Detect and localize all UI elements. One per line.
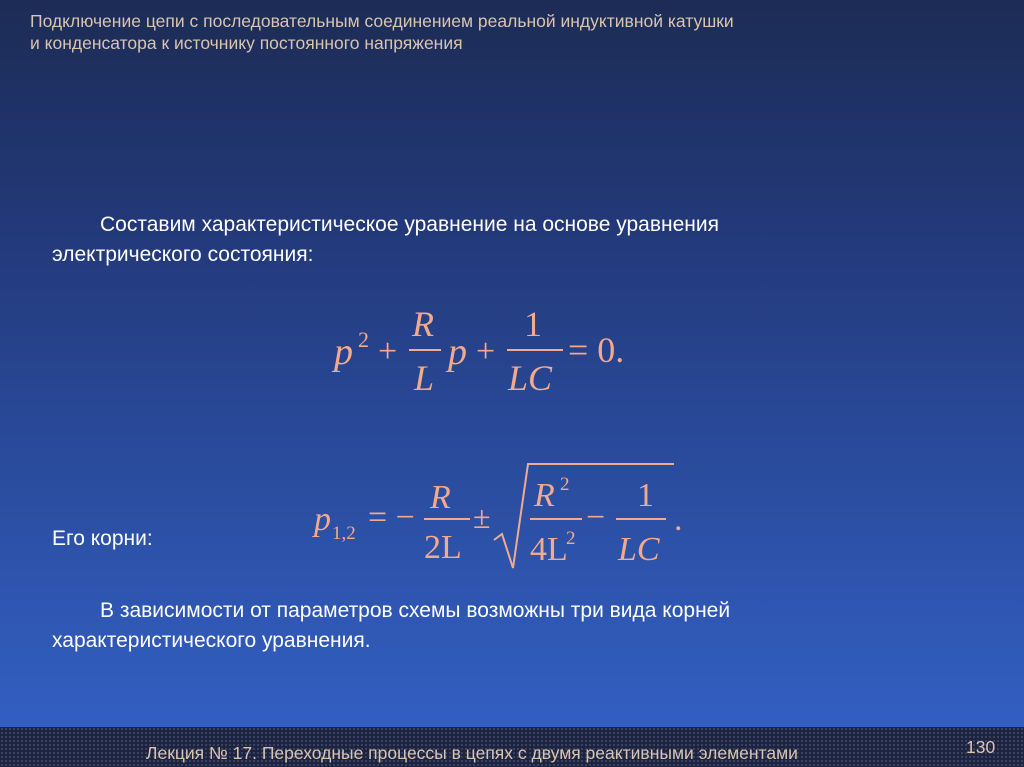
page-number: 130 (966, 737, 996, 757)
conclusion-paragraph-line-1: В зависимости от параметров схемы возможны три вида корней (100, 599, 731, 622)
eq2-rad-numerator-exponent: 2 (560, 474, 570, 495)
eq1-exponent: 2 (358, 327, 369, 352)
eq1-p-2: p (448, 331, 467, 373)
eq1-p: p (334, 331, 353, 373)
eq2-dot: . (674, 501, 683, 538)
eq2-frac1-denominator: 2L (424, 529, 462, 566)
eq2-equals-minus: = − (368, 499, 415, 536)
eq2-plusminus: ± (473, 499, 491, 535)
roots-label: Его корни: (52, 527, 153, 550)
roots-formula (310, 460, 710, 575)
eq2-subscript: 1,2 (332, 523, 356, 544)
slide-title-line-1: Подключение цепи с последовательным соединением реальной индуктивной катушки (30, 11, 734, 31)
intro-paragraph-line-2: электрического состояния: (52, 243, 314, 266)
eq1-frac2-denominator: LC (508, 358, 553, 398)
footer-lecture-title: Лекция № 17. Переходные процессы в цепях с двумя реактивными элементами (146, 743, 798, 763)
footer-bar (0, 727, 1024, 767)
eq1-frac1-denominator: L (414, 358, 435, 398)
eq2-rad-denominator-exponent: 2 (566, 528, 576, 549)
eq1-equals-zero: = 0. (568, 330, 625, 370)
conclusion-paragraph (52, 596, 932, 656)
conclusion-paragraph-line-2: характеристического уравнения. (52, 629, 371, 652)
intro-paragraph (52, 210, 932, 270)
slide-title-line-2: и конденсатора к источнику постоянного напряжения (30, 33, 463, 53)
characteristic-equation (320, 300, 660, 410)
eq2-frac3-numerator: 1 (637, 477, 654, 514)
eq2-minus: − (586, 499, 606, 536)
eq2-rad-denominator: 4L (530, 531, 568, 568)
eq1-frac1-numerator: R (412, 304, 434, 344)
eq1-plus-1: + (378, 333, 398, 370)
slide-title (30, 10, 990, 54)
eq2-frac1-numerator: R (430, 479, 451, 516)
intro-paragraph-line-1: Составим характеристическое уравнение на основе уравнения (100, 213, 719, 236)
eq1-frac2-numerator: 1 (524, 304, 542, 344)
eq2-p: p (314, 501, 331, 538)
eq2-frac3-denominator: LC (618, 531, 660, 568)
eq1-plus-2: + (476, 333, 496, 370)
eq2-rad-numerator: R (534, 477, 555, 514)
